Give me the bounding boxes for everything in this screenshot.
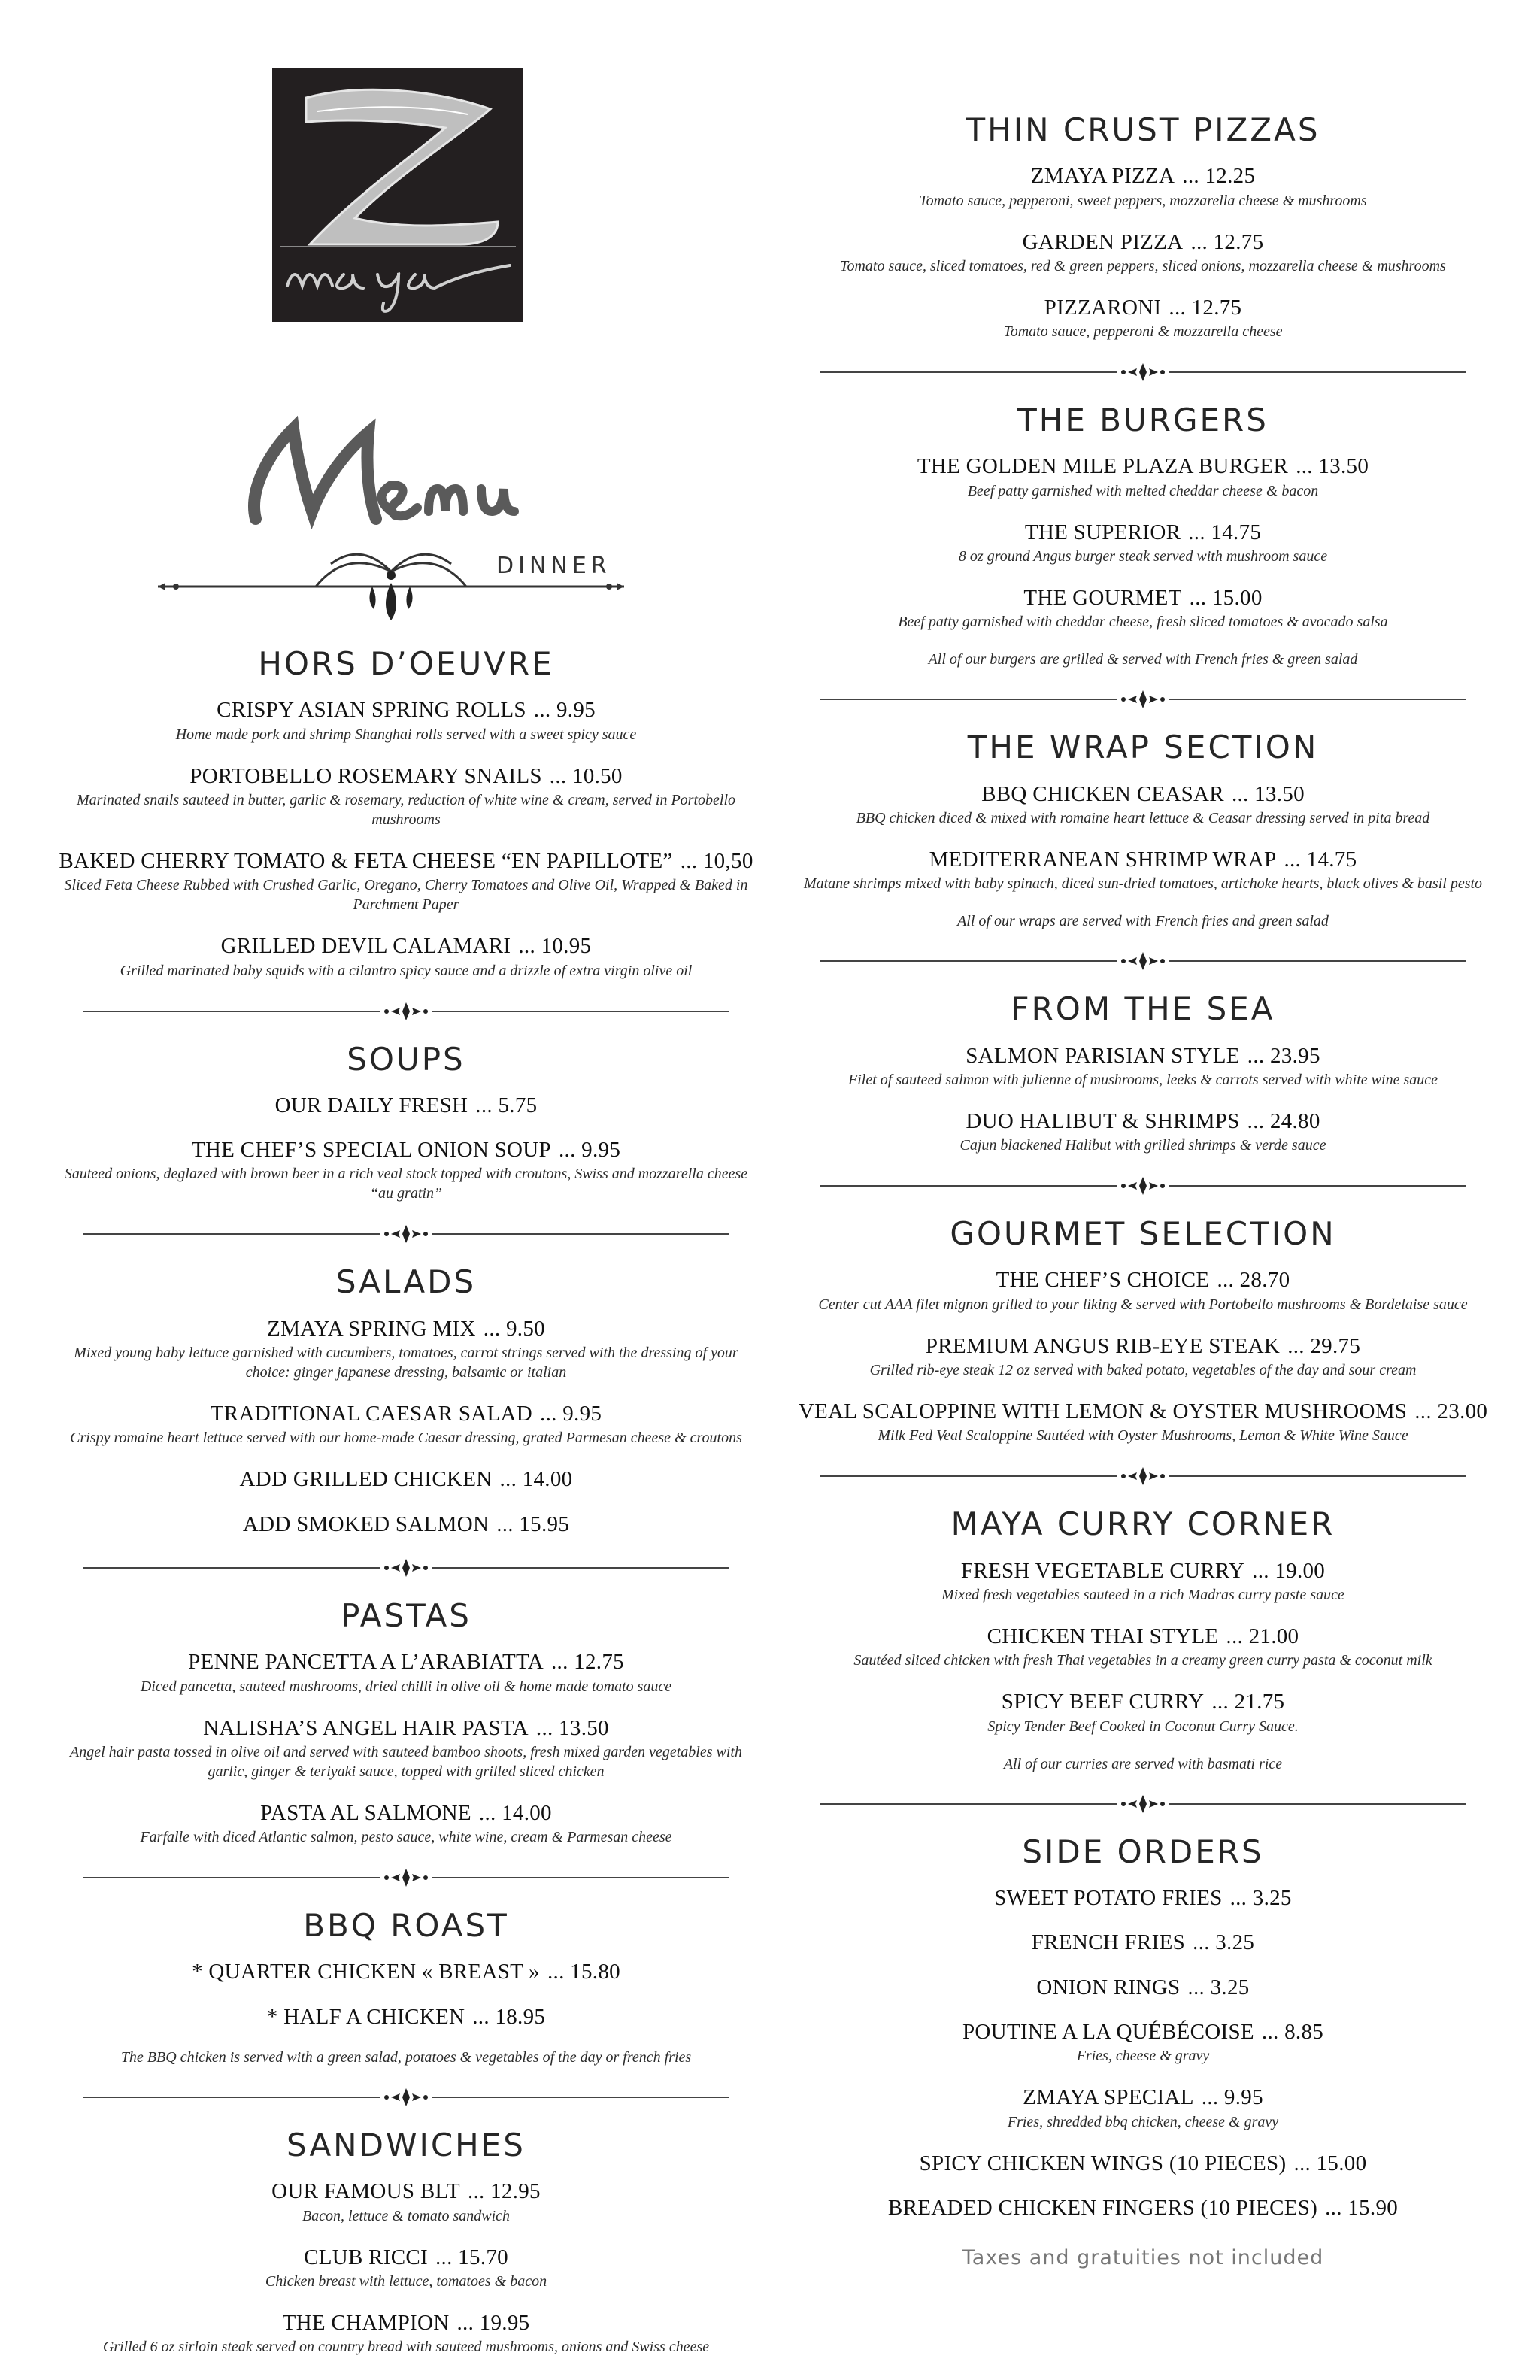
- menu-item: [782, 1624, 1504, 1670]
- menu-item-description: Cajun blackened Halibut with grilled shrimps & verde sauce: [959, 1137, 1326, 1154]
- menu-item-name-line: [782, 2151, 1504, 2176]
- menu-item-name-line: [782, 1624, 1504, 1649]
- menu-item-price: ... 3.25: [1193, 1930, 1255, 1955]
- menu-item-name: * QUARTER CHICKEN « BREAST »: [192, 1960, 540, 1984]
- menu-item: [45, 764, 767, 829]
- menu-item-description: Mixed young baby lettuce garnished with cucumbers, tomatoes, carrot strings served with the dressing of your choice: ginger japanese dressing, balsamic or italian: [74, 1344, 738, 1381]
- menu-item-name-line: [45, 2005, 767, 2030]
- menu-item-description: Beef patty garnished with melted cheddar cheese & bacon: [967, 482, 1319, 499]
- menu-item-name-line: [782, 1268, 1504, 1293]
- menu-item: [782, 296, 1504, 341]
- menu-item: [782, 2085, 1504, 2131]
- dinner-label: DINNER: [496, 553, 611, 579]
- menu-item-name-line: [45, 1138, 767, 1163]
- menu-item: [782, 1109, 1504, 1155]
- menu-item-price: ... 15.70: [435, 2245, 508, 2269]
- menu-item: [45, 2005, 767, 2030]
- menu-item-price: ... 15.00: [1293, 2151, 1367, 2175]
- menu-item-name-line: [45, 934, 767, 959]
- menu-item-name: PORTOBELLO ROSEMARY SNAILS: [189, 763, 542, 788]
- menu-item: [45, 934, 767, 980]
- menu-item-description: Matane shrimps mixed with baby spinach, diced sun-dried tomatoes, artichoke hearts, black olives & basil pesto: [803, 875, 1483, 893]
- menu-item: [782, 1975, 1504, 2000]
- menu-item-description: Center cut AAA filet mignon grilled to your liking & served with Portobello mushrooms & Bordelaise sauce: [818, 1296, 1468, 1313]
- menu-item-price: ... 8.85: [1261, 2019, 1324, 2044]
- menu-item-name: GRILLED DEVIL CALAMARI: [220, 934, 511, 959]
- menu-item: [782, 847, 1504, 893]
- menu-item-price: ... 29.75: [1287, 1333, 1361, 1358]
- menu-item-price: ... 15.90: [1325, 2195, 1399, 2220]
- menu-item-description: Filet of sauteed salmon with julienne of mushrooms, leeks & carrots served with white wine sauce: [848, 1071, 1438, 1088]
- menu-item-name-line: [782, 1930, 1504, 1955]
- menu-item: [782, 2196, 1504, 2221]
- menu-item: [45, 1960, 767, 1984]
- menu-item-description: Tomato sauce, sliced tomatoes, red & green peppers, sliced onions, mozzarella cheese & mushrooms: [840, 257, 1446, 274]
- menu-item-name-line: [782, 164, 1504, 189]
- menu-section: [45, 647, 767, 981]
- menu-item-price: ... 5.75: [475, 1093, 538, 1117]
- menu-item-name: THE GOLDEN MILE PLAZA BURGER: [917, 454, 1289, 479]
- menu-item-description: Tomato sauce, pepperoni, sweet peppers, mozzarella cheese & mushrooms: [919, 192, 1367, 209]
- menu-item-price: ... 12.75: [550, 1650, 624, 1675]
- menu-item-name: ADD GRILLED CHICKEN: [239, 1467, 493, 1492]
- section-note: All of our wraps are served with French fries and green salad: [957, 913, 1329, 930]
- menu-item-description: Spicy Tender Beef Cooked in Coconut Curry Sauce.: [987, 1718, 1299, 1735]
- menu-section: [45, 1909, 767, 2066]
- menu-item-name: ONION RINGS: [1036, 1975, 1181, 2000]
- section-divider: [83, 1557, 729, 1579]
- menu-item-description: Chicken breast with lettuce, tomatoes & bacon: [265, 2272, 547, 2290]
- menu-item: [45, 1093, 767, 1118]
- menu-item-name-line: [782, 1559, 1504, 1584]
- menu-item-description: BBQ chicken diced & mixed with romaine heart lettuce & Ceasar dressing served in pita bread: [856, 809, 1430, 826]
- section-title: THE WRAP SECTION: [967, 729, 1319, 766]
- menu-item-name-line: [782, 296, 1504, 320]
- menu-section: [45, 1265, 767, 1537]
- menu-item-price: ... 10.95: [518, 934, 592, 959]
- left-menu-column: [45, 647, 767, 2376]
- menu-item-name-line: [782, 1690, 1504, 1715]
- menu-item: [782, 454, 1504, 500]
- menu-item: [45, 1138, 767, 1203]
- menu-item-name: * HALF A CHICKEN: [266, 2004, 465, 2029]
- menu-item-name: FRESH VEGETABLE CURRY: [960, 1558, 1245, 1583]
- menu-item: [782, 782, 1504, 828]
- right-menu-column: [782, 113, 1504, 2269]
- menu-item: [782, 1044, 1504, 1090]
- menu-item-name-line: [782, 782, 1504, 807]
- menu-item-description: Angel hair pasta tossed in olive oil and served with sauteed bamboo shoots, fresh mixed garden vegetables with garlic, ginger & teriyaki sauce, topped with grilled sliced chicken: [70, 1743, 742, 1780]
- menu-item-name-line: [45, 1317, 767, 1342]
- menu-item-price: ... 15.95: [496, 1511, 570, 1536]
- menu-item-price: ... 9.95: [558, 1138, 621, 1163]
- menu-item-description: Sautéed sliced chicken with fresh Thai vegetables in a creamy green curry pasta & coconut milk: [853, 1652, 1432, 1669]
- menu-item-name: ZMAYA SPRING MIX: [267, 1316, 476, 1341]
- menu-item-price: ... 12.75: [1169, 295, 1242, 320]
- menu-item: [782, 586, 1504, 632]
- menu-item-price: ... 23.95: [1247, 1043, 1320, 1068]
- menu-item-name: BAKED CHERRY TOMATO & FETA CHEESE “EN PAPILLOTE”: [59, 848, 673, 873]
- section-divider: [83, 1866, 729, 1889]
- menu-section: [45, 2128, 767, 2357]
- menu-item: [45, 2179, 767, 2225]
- menu-item-price: ... 13.50: [1231, 781, 1305, 806]
- menu-item-description: Sliced Feta Cheese Rubbed with Crushed Garlic, Oregano, Cherry Tomatoes and Olive Oil, Wrapped & Baked in Parchment Paper: [64, 877, 748, 914]
- menu-item-price: ... 14.75: [1284, 847, 1357, 872]
- menu-item-name: ADD SMOKED SALMON: [242, 1511, 490, 1536]
- menu-section: [782, 1217, 1504, 1445]
- menu-item: [782, 1399, 1504, 1445]
- menu-item-name-line: [782, 520, 1504, 545]
- menu-item-description: Grilled 6 oz sirloin steak served on country bread with sauteed mushrooms, onions and Swiss cheese: [102, 2339, 710, 2356]
- menu-item-price: ... 12.25: [1182, 164, 1256, 189]
- menu-item-price: ... 9.95: [533, 698, 596, 723]
- menu-item-price: ... 18.95: [472, 2004, 546, 2029]
- menu-item: [782, 1886, 1504, 1911]
- section-divider: [820, 688, 1466, 711]
- menu-item-description: Tomato sauce, pepperoni & mozzarella cheese: [1003, 323, 1283, 341]
- menu-item-name-line: [45, 698, 767, 723]
- menu-item-name-line: [782, 1886, 1504, 1911]
- menu-item-price: ... 28.70: [1217, 1268, 1290, 1293]
- menu-item: [45, 1512, 767, 1537]
- menu-item: [782, 1334, 1504, 1380]
- section-title: PASTAS: [341, 1597, 471, 1634]
- menu-item-name: BREADED CHICKEN FINGERS (10 PIECES): [887, 2195, 1318, 2220]
- section-divider: [820, 1465, 1466, 1487]
- menu-item: [45, 1467, 767, 1492]
- menu-item-name-line: [782, 454, 1504, 479]
- menu-item-price: ... 13.50: [535, 1715, 609, 1740]
- zmaya-logo: [272, 68, 523, 322]
- menu-item-name: SALMON PARISIAN STYLE: [966, 1043, 1240, 1068]
- menu-item-description: Diced pancetta, sauteed mushrooms, dried chilli in olive oil & home made tomato sauce: [140, 1678, 672, 1695]
- menu-item-name-line: [45, 1650, 767, 1675]
- menu-item-price: ... 12.95: [467, 2179, 541, 2204]
- menu-heading: [143, 406, 669, 624]
- section-title: SALADS: [335, 1263, 477, 1301]
- menu-item-price: ... 24.80: [1247, 1108, 1320, 1133]
- section-title: FROM THE SEA: [1011, 990, 1275, 1028]
- menu-item-description: Beef patty garnished with cheddar cheese, fresh sliced tomatoes & avocado salsa: [898, 614, 1388, 631]
- menu-item-name-line: [45, 1512, 767, 1537]
- menu-item-price: ... 21.75: [1211, 1690, 1285, 1715]
- menu-item-name-line: [782, 230, 1504, 255]
- menu-item: [782, 1930, 1504, 1955]
- menu-item-name-line: [45, 2179, 767, 2204]
- section-note: All of our curries are served with basmati rice: [1003, 1755, 1283, 1772]
- section-divider: [820, 1175, 1466, 1197]
- menu-item-price: ... 12.75: [1190, 229, 1264, 254]
- menu-item-name: DUO HALIBUT & SHRIMPS: [966, 1108, 1240, 1133]
- section-divider: [83, 2086, 729, 2109]
- menu-item-name: POUTINE A LA QUÉBÉCOISE: [962, 2019, 1254, 2044]
- menu-section: [782, 113, 1504, 341]
- menu-item-description: 8 oz ground Angus burger steak served with mushroom sauce: [958, 548, 1328, 565]
- menu-item-price: ... 10.50: [549, 763, 623, 788]
- menu-item: [45, 2245, 767, 2291]
- menu-item-name-line: [782, 1334, 1504, 1359]
- menu-item-name-line: [782, 586, 1504, 611]
- menu-item-description: Bacon, lettuce & tomato sandwich: [302, 2207, 511, 2224]
- section-divider: [820, 950, 1466, 972]
- menu-item-price: ... 14.00: [499, 1467, 573, 1492]
- menu-item-name-line: [782, 2020, 1504, 2045]
- menu-item-name: CHICKEN THAI STYLE: [987, 1624, 1219, 1648]
- menu-item-name-line: [45, 1093, 767, 1118]
- section-divider: [820, 1793, 1466, 1815]
- section-title: GOURMET SELECTION: [950, 1215, 1336, 1253]
- menu-item-name: OUR FAMOUS BLT: [271, 2179, 460, 2204]
- section-divider: [83, 1223, 729, 1245]
- menu-item-name: VEAL SCALOPPINE WITH LEMON & OYSTER MUSHROOMS: [798, 1399, 1408, 1424]
- section-divider: [83, 1000, 729, 1023]
- menu-item: [45, 1716, 767, 1781]
- menu-item-price: ... 14.00: [478, 1800, 552, 1825]
- menu-item-name: SWEET POTATO FRIES: [994, 1885, 1223, 1910]
- menu-item-name: BBQ CHICKEN CEASAR: [981, 781, 1224, 806]
- menu-item-price: ... 21.00: [1226, 1624, 1299, 1648]
- menu-item: [782, 1690, 1504, 1736]
- menu-item: [45, 849, 767, 914]
- menu-item: [45, 2311, 767, 2357]
- menu-item-price: ... 9.50: [483, 1316, 545, 1341]
- menu-item: [45, 1402, 767, 1448]
- menu-item: [45, 1317, 767, 1382]
- menu-item-name: MEDITERRANEAN SHRIMP WRAP: [929, 847, 1277, 872]
- menu-item-price: ... 9.95: [1201, 2085, 1263, 2110]
- menu-section: [782, 730, 1504, 930]
- section-title: SOUPS: [347, 1040, 465, 1078]
- menu-section: [45, 1599, 767, 1847]
- menu-item: [782, 2151, 1504, 2176]
- menu-item-name-line: [782, 1109, 1504, 1134]
- menu-item-name: GARDEN PIZZA: [1022, 229, 1184, 254]
- menu-item-price: ... 19.95: [456, 2310, 530, 2335]
- menu-item-description: Milk Fed Veal Scaloppine Sautéed with Oyster Mushrooms, Lemon & White Wine Sauce: [878, 1427, 1408, 1445]
- menu-ornament: [143, 406, 669, 624]
- menu-item-price: ... 13.50: [1296, 454, 1369, 479]
- menu-section: [45, 1042, 767, 1204]
- menu-item-name: THE CHAMPION: [282, 2310, 450, 2335]
- menu-item-name: PASTA AL SALMONE: [260, 1800, 471, 1825]
- section-title: THIN CRUST PIZZAS: [966, 111, 1320, 148]
- section-title: MAYA CURRY CORNER: [950, 1505, 1335, 1543]
- menu-item-name: SPICY BEEF CURRY: [1001, 1690, 1205, 1715]
- menu-item-description: Home made pork and shrimp Shanghai rolls served with a sweet spicy sauce: [175, 726, 637, 743]
- menu-item-price: ... 19.00: [1252, 1558, 1326, 1583]
- menu-item-name: TRADITIONAL CAESAR SALAD: [210, 1401, 533, 1426]
- menu-section: [782, 1835, 1504, 2221]
- menu-item: [45, 1801, 767, 1847]
- section-title: SIDE ORDERS: [1022, 1833, 1264, 1870]
- menu-item-name: THE CHEF’S SPECIAL ONION SOUP: [191, 1138, 551, 1163]
- menu-item-name: ZMAYA SPECIAL: [1023, 2085, 1194, 2110]
- menu-item-name: PIZZARONI: [1044, 295, 1162, 320]
- menu-item: [782, 230, 1504, 276]
- menu-section: [782, 1507, 1504, 1772]
- menu-section: [782, 992, 1504, 1155]
- menu-item-name: FRENCH FRIES: [1031, 1930, 1186, 1955]
- menu-item-price: ... 15.80: [547, 1960, 620, 1984]
- menu-item-name: PREMIUM ANGUS RIB-EYE STEAK: [925, 1333, 1281, 1358]
- menu-item-price: ... 9.95: [540, 1401, 602, 1426]
- menu-item-name: ZMAYA PIZZA: [1030, 164, 1175, 189]
- menu-item-name-line: [782, 2085, 1504, 2110]
- menu-item-name-line: [782, 1975, 1504, 2000]
- menu-item: [45, 698, 767, 744]
- menu-item-name-line: [782, 847, 1504, 872]
- taxes-note: Taxes and gratuities not included: [962, 2246, 1324, 2270]
- menu-item-name-line: [45, 1467, 767, 1492]
- menu-item-name: THE CHEF’S CHOICE: [996, 1268, 1210, 1293]
- menu-item-name-line: [45, 849, 767, 874]
- menu-item-description: Farfalle with diced Atlantic salmon, pesto sauce, white wine, cream & Parmesan cheese: [140, 1829, 672, 1846]
- menu-item-name: SPICY CHICKEN WINGS (10 PIECES): [919, 2151, 1287, 2175]
- menu-item-name: OUR DAILY FRESH: [274, 1093, 468, 1117]
- menu-item: [782, 2020, 1504, 2066]
- menu-section: [782, 403, 1504, 669]
- menu-item: [782, 1268, 1504, 1314]
- section-title: HORS D’OEUVRE: [258, 645, 554, 682]
- menu-item-name-line: [45, 2245, 767, 2270]
- menu-item-description: Marinated snails sauteed in butter, garlic & rosemary, reduction of white wine & cream, served in Portobello mushrooms: [76, 791, 735, 828]
- menu-item-name: CRISPY ASIAN SPRING ROLLS: [217, 698, 526, 723]
- menu-item-price: ... 23.00: [1414, 1399, 1488, 1424]
- menu-item-name: THE GOURMET: [1023, 586, 1182, 611]
- menu-item-price: ... 14.75: [1188, 520, 1262, 544]
- menu-item-name-line: [45, 1960, 767, 1984]
- logo-graphic: [272, 68, 523, 322]
- menu-item-name-line: [45, 1402, 767, 1426]
- menu-item-description: Mixed fresh vegetables sauteed in a rich Madras curry paste sauce: [941, 1586, 1344, 1603]
- menu-item-name-line: [782, 1399, 1504, 1424]
- menu-item-name-line: [45, 1801, 767, 1826]
- menu-item-description: Grilled marinated baby squids with a cilantro spicy sauce and a drizzle of extra virgin olive oil: [120, 962, 693, 979]
- section-title: SANDWICHES: [286, 2127, 526, 2164]
- menu-item-name-line: [782, 1044, 1504, 1069]
- menu-item-price: ... 3.25: [1229, 1885, 1292, 1910]
- menu-item-description: Crispy romaine heart lettuce served with our home-made Caesar dressing, grated Parmesan cheese & croutons: [70, 1430, 742, 1447]
- menu-item: [782, 164, 1504, 210]
- section-divider: [820, 361, 1466, 384]
- section-note: The BBQ chicken is served with a green salad, potatoes & vegetables of the day or french fries: [120, 2049, 692, 2066]
- menu-item-description: Grilled rib-eye steak 12 oz served with baked potato, vegetables of the day and sour cream: [869, 1362, 1417, 1379]
- menu-item-name: CLUB RICCI: [304, 2245, 428, 2269]
- menu-item-description: Fries, cheese & gravy: [1076, 2048, 1210, 2065]
- menu-item-name: NALISHA’S ANGEL HAIR PASTA: [203, 1715, 529, 1740]
- menu-item-name: THE SUPERIOR: [1024, 520, 1181, 544]
- menu-item: [782, 520, 1504, 566]
- menu-item-description: Sauteed onions, deglazed with brown beer in a rich veal stock topped with croutons, Swiss and mozzarella cheese “au gratin”: [64, 1166, 748, 1202]
- menu-item-name-line: [45, 764, 767, 789]
- menu-item-name-line: [782, 2196, 1504, 2221]
- menu-item-price: ... 15.00: [1189, 586, 1263, 611]
- section-title: THE BURGERS: [1017, 402, 1269, 439]
- menu-item-price: ... 3.25: [1187, 1975, 1250, 2000]
- menu-item-description: Fries, shredded bbq chicken, cheese & gravy: [1007, 2113, 1279, 2130]
- section-title: BBQ ROAST: [303, 1907, 509, 1945]
- menu-item-price: ... 10,50: [680, 848, 753, 873]
- menu-item-name: PENNE PANCETTA A L’ARABIATTA: [188, 1650, 544, 1675]
- menu-item-name-line: [45, 2311, 767, 2336]
- menu-item: [45, 1650, 767, 1696]
- section-note: All of our burgers are grilled & served with French fries & green salad: [928, 651, 1358, 669]
- menu-item-name-line: [45, 1716, 767, 1741]
- menu-item: [782, 1559, 1504, 1605]
